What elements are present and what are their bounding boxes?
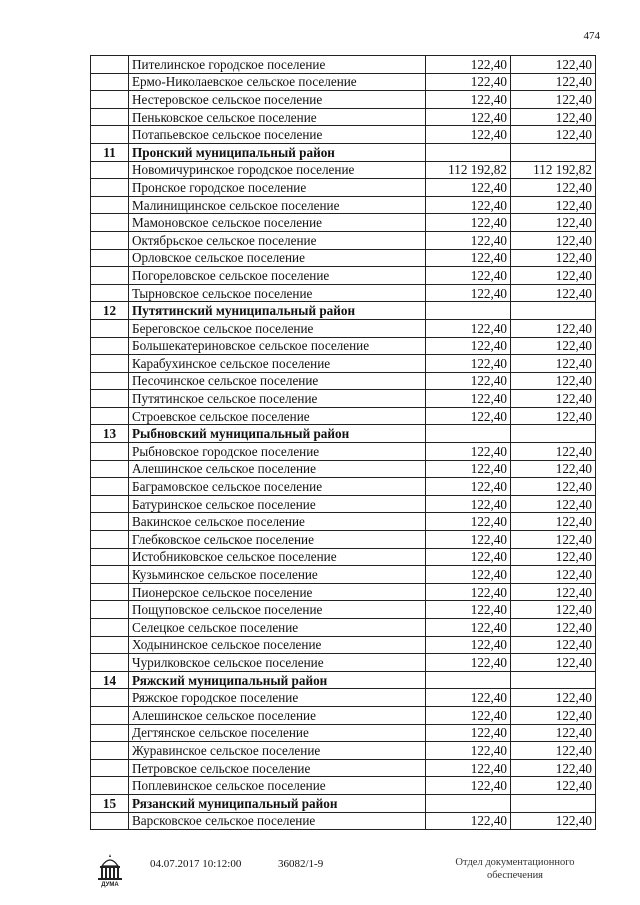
value-cell-1: 122,40	[426, 126, 511, 144]
table-row	[91, 724, 596, 742]
table-row	[91, 777, 596, 795]
table-row	[91, 654, 596, 672]
value-cell-2: 122,40	[511, 513, 596, 531]
table-row	[91, 355, 596, 373]
settlement-name-cell: Путятинский муниципальный район	[129, 302, 426, 320]
settlement-name-cell: Ряжский муниципальный район	[129, 671, 426, 689]
value-cell-2	[511, 794, 596, 812]
settlement-name-cell: Погореловское сельское поселение	[129, 267, 426, 285]
settlement-name-cell: Алешинское сельское поселение	[129, 460, 426, 478]
value-cell-2: 122,40	[511, 196, 596, 214]
row-number-cell	[91, 443, 129, 461]
row-number-cell	[91, 636, 129, 654]
settlement-name-cell: Глебковское сельское поселение	[129, 531, 426, 549]
table-row	[91, 583, 596, 601]
table-row	[91, 108, 596, 126]
table-row	[91, 689, 596, 707]
value-cell-2: 122,40	[511, 443, 596, 461]
settlement-name-cell: Ермо-Николаевское сельское поселение	[129, 73, 426, 91]
row-number-cell	[91, 495, 129, 513]
value-cell-1: 122,40	[426, 179, 511, 197]
row-number-cell: 13	[91, 425, 129, 443]
table-row	[91, 548, 596, 566]
settlement-name-cell: Тырновское сельское поселение	[129, 284, 426, 302]
settlement-name-cell: Потапьевское сельское поселение	[129, 126, 426, 144]
settlement-name-cell: Рыбновское городское поселение	[129, 443, 426, 461]
table-row	[91, 443, 596, 461]
settlement-name-cell: Вакинское сельское поселение	[129, 513, 426, 531]
settlement-name-cell: Селецкое сельское поселение	[129, 619, 426, 637]
settlement-name-cell: Береговское сельское поселение	[129, 319, 426, 337]
value-cell-2: 122,40	[511, 742, 596, 760]
table-row	[91, 319, 596, 337]
row-number-cell	[91, 548, 129, 566]
table-row	[91, 619, 596, 637]
value-cell-2: 122,40	[511, 654, 596, 672]
value-cell-1: 122,40	[426, 73, 511, 91]
row-number-cell	[91, 231, 129, 249]
value-cell-2: 122,40	[511, 724, 596, 742]
value-cell-2: 122,40	[511, 91, 596, 109]
row-number-cell	[91, 654, 129, 672]
settlement-name-cell: Пронское городское поселение	[129, 179, 426, 197]
settlement-name-cell: Мамоновское сельское поселение	[129, 214, 426, 232]
row-number-cell	[91, 777, 129, 795]
value-cell-2: 122,40	[511, 337, 596, 355]
table-row	[91, 495, 596, 513]
value-cell-1: 122,40	[426, 689, 511, 707]
table-row	[91, 249, 596, 267]
settlement-name-cell: Журавинское сельское поселение	[129, 742, 426, 760]
settlement-name-cell: Баграмовское сельское поселение	[129, 478, 426, 496]
footer-code: 36082/1-9	[278, 858, 324, 870]
value-cell-1: 122,40	[426, 566, 511, 584]
table-row	[91, 407, 596, 425]
settlement-name-cell: Малинищинское сельское поселение	[129, 196, 426, 214]
value-cell-1: 122,40	[426, 337, 511, 355]
settlement-name-cell: Октябрьское сельское поселение	[129, 231, 426, 249]
value-cell-1	[426, 425, 511, 443]
row-number-cell	[91, 56, 129, 74]
value-cell-2: 122,40	[511, 777, 596, 795]
settlement-name-cell: Алешинское сельское поселение	[129, 706, 426, 724]
value-cell-1: 122,40	[426, 372, 511, 390]
value-cell-1: 122,40	[426, 284, 511, 302]
table-row	[91, 56, 596, 74]
row-number-cell	[91, 196, 129, 214]
table-row	[91, 179, 596, 197]
value-cell-1	[426, 302, 511, 320]
settlement-name-cell: Петровское сельское поселение	[129, 759, 426, 777]
value-cell-1: 122,40	[426, 531, 511, 549]
settlement-name-cell: Путятинское сельское поселение	[129, 390, 426, 408]
row-number-cell	[91, 689, 129, 707]
value-cell-1: 122,40	[426, 742, 511, 760]
value-cell-2: 122,40	[511, 619, 596, 637]
row-number-cell	[91, 513, 129, 531]
district-header-row	[91, 671, 596, 689]
value-cell-2: 122,40	[511, 108, 596, 126]
value-cell-2: 122,40	[511, 319, 596, 337]
value-cell-1: 122,40	[426, 214, 511, 232]
row-number-cell	[91, 478, 129, 496]
value-cell-1: 122,40	[426, 407, 511, 425]
row-number-cell	[91, 742, 129, 760]
table-row	[91, 478, 596, 496]
value-cell-2: 122,40	[511, 460, 596, 478]
settlements-table	[90, 55, 596, 830]
value-cell-1: 122,40	[426, 108, 511, 126]
value-cell-1: 122,40	[426, 777, 511, 795]
table-row	[91, 460, 596, 478]
value-cell-1: 122,40	[426, 478, 511, 496]
value-cell-2: 122,40	[511, 214, 596, 232]
row-number-cell	[91, 566, 129, 584]
settlement-name-cell: Ходынинское сельское поселение	[129, 636, 426, 654]
settlement-name-cell: Поплевинское сельское поселение	[129, 777, 426, 795]
row-number-cell	[91, 531, 129, 549]
settlement-name-cell: Кузьминское сельское поселение	[129, 566, 426, 584]
row-number-cell	[91, 161, 129, 179]
table-row	[91, 231, 596, 249]
value-cell-1	[426, 143, 511, 161]
value-cell-1: 122,40	[426, 601, 511, 619]
value-cell-1: 122,40	[426, 249, 511, 267]
settlement-name-cell: Карабухинское сельское поселение	[129, 355, 426, 373]
duma-logo-text: ДУМА	[101, 882, 119, 888]
value-cell-1: 122,40	[426, 812, 511, 830]
value-cell-2: 122,40	[511, 355, 596, 373]
row-number-cell	[91, 372, 129, 390]
value-cell-2: 122,40	[511, 73, 596, 91]
value-cell-1: 122,40	[426, 390, 511, 408]
value-cell-1: 122,40	[426, 654, 511, 672]
value-cell-2: 122,40	[511, 56, 596, 74]
table-row	[91, 513, 596, 531]
row-number-cell	[91, 724, 129, 742]
value-cell-1: 122,40	[426, 319, 511, 337]
table-row	[91, 267, 596, 285]
row-number-cell	[91, 355, 129, 373]
district-header-row	[91, 302, 596, 320]
table-row	[91, 812, 596, 830]
value-cell-2	[511, 425, 596, 443]
table-row	[91, 636, 596, 654]
table-row	[91, 126, 596, 144]
settlement-name-cell: Песочинское сельское поселение	[129, 372, 426, 390]
district-header-row	[91, 425, 596, 443]
value-cell-1	[426, 671, 511, 689]
table-row	[91, 91, 596, 109]
row-number-cell	[91, 126, 129, 144]
value-cell-2: 122,40	[511, 548, 596, 566]
value-cell-1: 122,40	[426, 267, 511, 285]
row-number-cell	[91, 706, 129, 724]
row-number-cell	[91, 601, 129, 619]
table-row	[91, 73, 596, 91]
table-row	[91, 161, 596, 179]
row-number-cell	[91, 390, 129, 408]
row-number-cell	[91, 319, 129, 337]
value-cell-2: 122,40	[511, 390, 596, 408]
value-cell-2: 122,40	[511, 495, 596, 513]
value-cell-1: 122,40	[426, 583, 511, 601]
settlement-name-cell: Нестеровское сельское поселение	[129, 91, 426, 109]
row-number-cell	[91, 249, 129, 267]
value-cell-2	[511, 671, 596, 689]
row-number-cell	[91, 91, 129, 109]
value-cell-1: 122,40	[426, 91, 511, 109]
row-number-cell	[91, 337, 129, 355]
value-cell-2: 122,40	[511, 249, 596, 267]
district-header-row	[91, 794, 596, 812]
row-number-cell	[91, 460, 129, 478]
value-cell-2: 122,40	[511, 372, 596, 390]
settlement-name-cell: Новомичуринское городское поселение	[129, 161, 426, 179]
footer-department-line2: обеспечения	[486, 870, 544, 881]
value-cell-2: 122,40	[511, 812, 596, 830]
row-number-cell	[91, 583, 129, 601]
settlement-name-cell: Пионерское сельское поселение	[129, 583, 426, 601]
table-row	[91, 337, 596, 355]
table-row	[91, 372, 596, 390]
value-cell-2: 122,40	[511, 284, 596, 302]
table-row	[91, 601, 596, 619]
table-row	[91, 531, 596, 549]
settlement-name-cell: Большекатериновское сельское поселение	[129, 337, 426, 355]
row-number-cell: 14	[91, 671, 129, 689]
footer-department-line1: Отдел документационного	[455, 857, 575, 868]
row-number-cell: 15	[91, 794, 129, 812]
settlement-name-cell: Дегтянское сельское поселение	[129, 724, 426, 742]
table-row	[91, 759, 596, 777]
value-cell-2: 122,40	[511, 179, 596, 197]
page-footer	[0, 850, 640, 900]
table-row	[91, 196, 596, 214]
value-cell-2: 122,40	[511, 126, 596, 144]
value-cell-2: 122,40	[511, 231, 596, 249]
value-cell-2: 122,40	[511, 636, 596, 654]
page-number: 474	[583, 30, 600, 42]
value-cell-1: 122,40	[426, 724, 511, 742]
value-cell-1: 122,40	[426, 495, 511, 513]
settlement-name-cell: Орловское сельское поселение	[129, 249, 426, 267]
value-cell-1: 122,40	[426, 759, 511, 777]
value-cell-2: 122,40	[511, 267, 596, 285]
table-row	[91, 706, 596, 724]
value-cell-1: 122,40	[426, 231, 511, 249]
value-cell-2	[511, 143, 596, 161]
value-cell-1: 112 192,82	[426, 161, 511, 179]
settlement-name-cell: Рыбновский муниципальный район	[129, 425, 426, 443]
settlement-name-cell: Пителинское городское поселение	[129, 56, 426, 74]
settlement-name-cell: Чурилковское сельское поселение	[129, 654, 426, 672]
value-cell-2: 122,40	[511, 566, 596, 584]
value-cell-2: 122,40	[511, 706, 596, 724]
district-header-row	[91, 143, 596, 161]
footer-department	[440, 856, 590, 882]
value-cell-2: 122,40	[511, 601, 596, 619]
value-cell-1: 122,40	[426, 443, 511, 461]
row-number-cell: 12	[91, 302, 129, 320]
value-cell-1: 122,40	[426, 706, 511, 724]
settlement-name-cell: Истобниковское сельское поселение	[129, 548, 426, 566]
value-cell-1: 122,40	[426, 355, 511, 373]
value-cell-1: 122,40	[426, 636, 511, 654]
row-number-cell	[91, 619, 129, 637]
settlement-name-cell: Батуринское сельское поселение	[129, 495, 426, 513]
value-cell-1: 122,40	[426, 548, 511, 566]
table-row	[91, 566, 596, 584]
value-cell-1: 122,40	[426, 460, 511, 478]
value-cell-1: 122,40	[426, 513, 511, 531]
value-cell-2: 122,40	[511, 689, 596, 707]
value-cell-1: 122,40	[426, 56, 511, 74]
row-number-cell: 11	[91, 143, 129, 161]
row-number-cell	[91, 407, 129, 425]
settlement-name-cell: Пеньковское сельское поселение	[129, 108, 426, 126]
row-number-cell	[91, 267, 129, 285]
row-number-cell	[91, 179, 129, 197]
value-cell-2	[511, 302, 596, 320]
row-number-cell	[91, 284, 129, 302]
value-cell-2: 112 192,82	[511, 161, 596, 179]
table-row	[91, 284, 596, 302]
row-number-cell	[91, 73, 129, 91]
value-cell-1	[426, 794, 511, 812]
value-cell-2: 122,40	[511, 531, 596, 549]
value-cell-2: 122,40	[511, 759, 596, 777]
row-number-cell	[91, 759, 129, 777]
settlement-name-cell: Пощуповское сельское поселение	[129, 601, 426, 619]
settlement-name-cell: Строевское сельское поселение	[129, 407, 426, 425]
table-row	[91, 742, 596, 760]
value-cell-1: 122,40	[426, 619, 511, 637]
settlement-name-cell: Пронский муниципальный район	[129, 143, 426, 161]
duma-logo	[95, 852, 125, 888]
value-cell-2: 122,40	[511, 407, 596, 425]
table-row	[91, 390, 596, 408]
table-row	[91, 214, 596, 232]
row-number-cell	[91, 214, 129, 232]
settlement-name-cell: Рязанский муниципальный район	[129, 794, 426, 812]
value-cell-2: 122,40	[511, 478, 596, 496]
row-number-cell	[91, 108, 129, 126]
footer-date: 04.07.2017 10:12:00	[150, 858, 242, 870]
settlement-name-cell: Ряжское городское поселение	[129, 689, 426, 707]
row-number-cell	[91, 812, 129, 830]
settlement-name-cell: Варсковское сельское поселение	[129, 812, 426, 830]
value-cell-1: 122,40	[426, 196, 511, 214]
value-cell-2: 122,40	[511, 583, 596, 601]
